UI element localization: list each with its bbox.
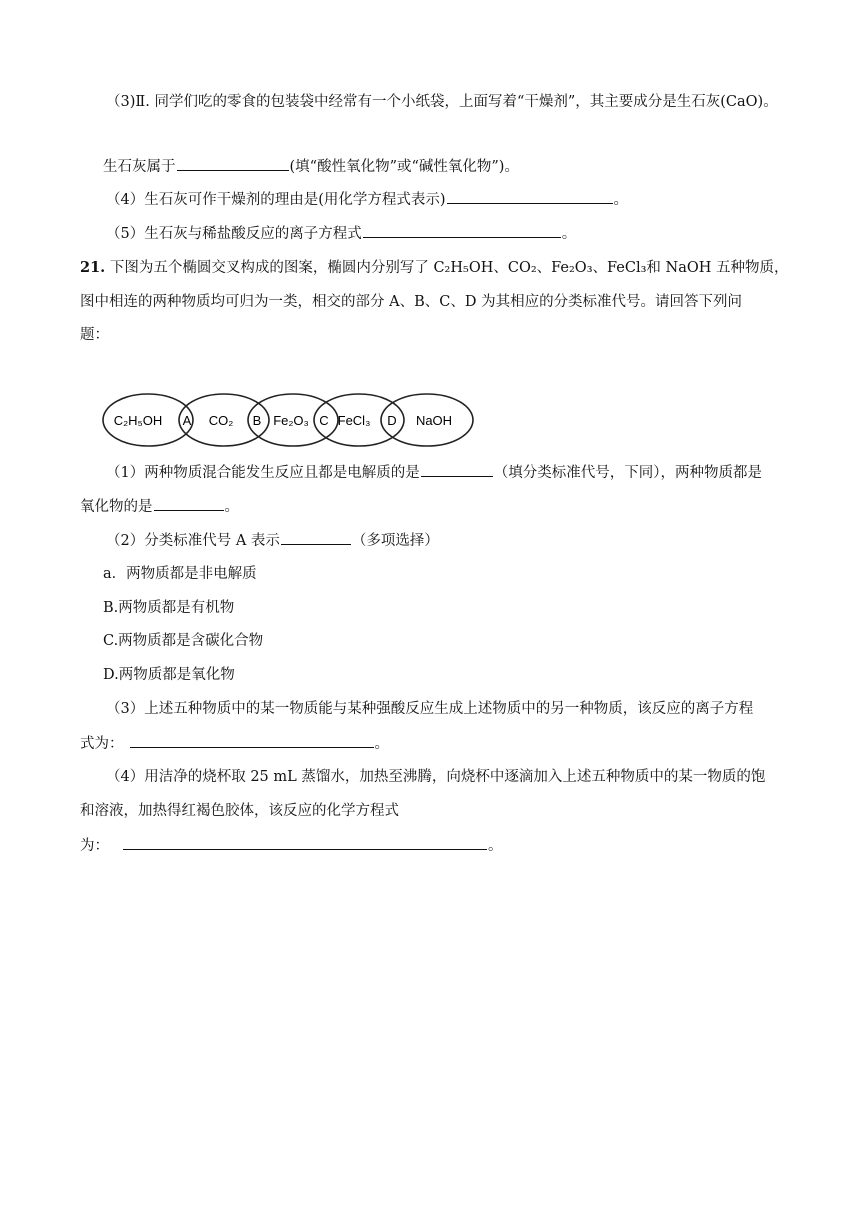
intersection-label: C (319, 413, 329, 428)
answer-blank-4[interactable] (447, 189, 613, 204)
option-d: D.两物质都是氧化物 (103, 667, 235, 683)
sub3-line2 (80, 733, 389, 754)
intersection-label: A (182, 413, 192, 428)
sub4-line2: 和溶液，加热得红褐色胶体，该反应的化学方程式 (80, 803, 399, 819)
part3-line2-post: (填“酸性氧化物”或“碱性氧化物”)。 (289, 159, 519, 175)
ellipse-diagram (100, 390, 480, 460)
sub3-line2-post: 。 (374, 736, 389, 752)
q21-text-1: 下图为五个椭圆交叉构成的图案，椭圆内分别写了 C₂H₅OH、CO₂、Fe₂O₃、FeCl₃和 NaOH 五种物质， (105, 260, 789, 276)
sub2-post: （多项选择） (351, 533, 439, 549)
substance-label: Fe₂O₃ (273, 413, 309, 428)
sub4-line1: （4）用洁净的烧杯取 25 mL 蒸馏水，加热至沸腾，向烧杯中逐滴加入上述五种物质中的某一物质的饱 (106, 769, 766, 785)
part4-post: 。 (613, 192, 629, 208)
intersection-label: D (387, 413, 397, 428)
sub4-line3-post: 。 (488, 838, 503, 854)
part5-line (106, 223, 576, 244)
part3-line1: （3)Ⅱ. 同学们吃的零食的包装袋中经常有一个小纸袋，上面写着“干燥剂”，其主要成分是生石灰(CaO)。 (106, 94, 778, 110)
answer-blank-3[interactable] (177, 156, 289, 171)
part5-pre: （5）生石灰与稀盐酸反应的离子方程式 (106, 226, 362, 242)
substance-label: C₂H₅OH (113, 413, 163, 428)
part5-post: 。 (561, 226, 577, 242)
sub4-line3 (80, 835, 503, 856)
substance-label: FeCl₃ (337, 413, 371, 428)
sub1-line2 (80, 496, 239, 517)
option-c: C.两物质都是含碳化合物 (103, 633, 264, 649)
answer-blank-sub4[interactable] (123, 835, 487, 850)
answer-blank-5[interactable] (363, 223, 561, 238)
q21-line1 (80, 258, 788, 278)
sub4-line3-pre: 为： (80, 838, 109, 854)
part3-line2-pre: 生石灰属于 (103, 159, 176, 175)
sub1-mid: （填分类标准代号，下同），两种物质都是 (493, 465, 762, 481)
sub1-pre: （1）两种物质混合能发生反应且都是电解质的是 (106, 465, 420, 481)
part4-pre: （4）生石灰可作干燥剂的理由是(用化学方程式表示) (106, 192, 446, 208)
answer-blank-sub1a[interactable] (421, 462, 493, 477)
answer-blank-sub2[interactable] (281, 530, 351, 545)
option-a: a．两物质都是非电解质 (103, 566, 257, 582)
intersection-label: B (252, 413, 262, 428)
sub1-line2-pre: 氧化物的是 (80, 499, 153, 515)
substance-label: NaOH (415, 413, 453, 428)
sub2-line (106, 530, 439, 551)
question-number: 21. (80, 259, 106, 276)
option-b: B.两物质都是有机物 (103, 600, 235, 616)
sub3-line2-pre: 式为： (80, 736, 124, 752)
part4-line (106, 189, 628, 210)
q21-line2: 图中相连的两种物质均可归为一类，相交的部分 A、B、C、D 为其相应的分类标准代号。请回答下列问 (80, 294, 743, 310)
sub3-line1: （3）上述五种物质中的某一物质能与某种强酸反应生成上述物质中的另一种物质，该反应的离子方程 (106, 701, 754, 717)
answer-blank-sub3[interactable] (130, 733, 374, 748)
sub1-line2-post: 。 (224, 499, 239, 515)
answer-blank-sub1b[interactable] (154, 496, 224, 511)
q21-line3: 题： (80, 327, 109, 343)
substance-label: CO₂ (208, 413, 234, 428)
sub2-pre: （2）分类标准代号 A 表示 (106, 533, 280, 549)
part3-line2 (103, 156, 519, 177)
sub1-line1 (106, 462, 762, 483)
